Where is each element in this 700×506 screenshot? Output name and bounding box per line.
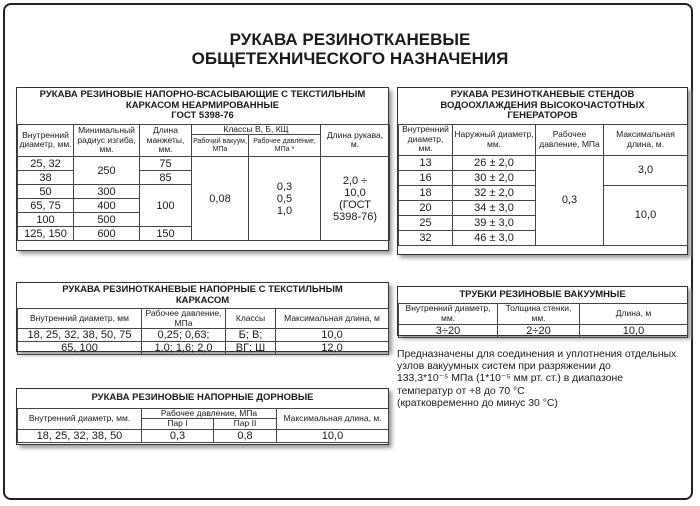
cell-length: 3,0 [604,155,688,185]
table-row [18,329,389,342]
page-title-line1: РУКАВА РЕЗИНОТКАНЕВЫЕ [229,30,471,49]
cell-outer: 26 ± 2,0 [453,155,536,170]
note-line: 133,3*10⁻⁵ МПа (1*10⁻⁵ мм рт. ст.) в диапазоне [397,373,624,385]
length-line: 5398-76) [332,210,378,223]
cell-inner: 18 [399,185,453,200]
cell-pair-2: 0,8 [214,429,277,442]
cell-inner: 20 [399,200,453,215]
page-title-line2: ОБЩЕТЕХНИЧЕСКОГО НАЗНАЧЕНИЯ [191,49,509,68]
vacuum-tubes-title-text: ТРУБКИ РЕЗИНОВЫЕ ВАКУУМНЫЕ [459,289,626,300]
cell-radius: 500 [74,213,140,227]
header-inner-diameter: Внутренний диаметр, мм. [18,408,142,429]
header-working-vacuum: Рабочий вакуум, МПа [192,135,249,157]
cell-radius: 400 [74,199,140,213]
cell-diameter: 3÷20 [399,324,498,337]
cell-cuff: 85 [140,171,192,185]
cell-classes: Б; В; [226,329,276,342]
pressure-value: 0,5 [276,192,293,205]
cooling-hoses-title [398,88,687,124]
cell-diameter: 50 [18,185,74,199]
cell-length: 10,0 [276,329,389,342]
cell-diameter: 100 [18,213,74,227]
cell-cuff: 100 [140,185,192,227]
pressure-value: 0,3 [276,180,293,193]
cell-outer: 32 ± 2,0 [453,185,536,200]
note-line: узлов вакуумных систем при разряжении до [397,361,611,373]
note-line: Предназначены для соединения и уплотнения отдельных [397,349,677,360]
note-line: температур от +8 до 70 °С [397,385,525,397]
table-row [18,157,390,171]
cell-hose-length [321,157,390,241]
suction-hoses-title [17,88,388,124]
length-line: 2,0 ÷ [342,174,368,187]
vacuum-tubes-panel [397,286,688,336]
cell-length: 12,0 [276,342,389,355]
page-title [0,30,700,68]
cell-pressure: 0,25; 0,63; [142,329,226,342]
cooling-hoses-panel [397,87,688,255]
header-hose-length: Длина рукава, м. [321,124,390,157]
cooling-hoses-title-line1: РУКАВА РЕЗИНОТКАНЕВЫЕ СТЕНДОВ [450,89,635,100]
cell-inner: 16 [399,170,453,185]
suction-hoses-title-line1: РУКАВА РЕЗИНОВЫЕ НАПОРНО-ВСАСЫВАЮЩИЕ С ТЕКСТИЛЬНЫМ [39,89,366,100]
header-working-pressure: Рабочее давление, МПа [536,124,604,155]
cell-wall: 2÷20 [498,324,580,337]
cooling-hoses-table [398,124,688,246]
header-length: Длина, м [580,303,688,324]
pressure-value: 1,0 [276,204,293,217]
cell-radius: 250 [74,157,140,185]
cell-vacuum: 0,08 [192,157,249,241]
length-line: 10,0 [344,186,366,199]
cell-cuff: 75 [140,157,192,171]
suction-hoses-table [17,124,390,242]
header-working-pressure: Рабочее давление, МПа [142,309,226,329]
table-row [399,155,688,170]
note-line: (кратковременно до минус 30 °С) [397,397,558,409]
cell-diameter: 25, 32 [18,157,74,171]
pressure-hoses-title-line1: РУКАВА РЕЗИНОТКАНЕВЫЕ НАПОРНЫЕ С ТЕКСТИЛЬНЫМ [62,284,343,295]
header-inner-diameter: Внутренний диаметр, мм. [399,303,498,324]
header-pair-2: Пар II [214,419,277,430]
cell-radius: 600 [74,227,140,241]
vacuum-tubes-note [397,349,689,410]
header-min-bend-radius: Минимальный радиус изгиба, мм. [74,124,140,157]
cell-outer: 30 ± 2,0 [453,170,536,185]
cooling-hoses-title-line2: ВОДООХЛАЖДЕНИЯ ВЫСОКОЧАСТОТНЫХ [440,99,645,111]
vacuum-tubes-title [398,287,687,303]
cell-diameter: 38 [18,171,74,185]
mandrel-hoses-title [17,389,388,408]
header-cuff-length: Длина манжеты, мм. [140,124,192,157]
header-max-length: Максимальная длина, м. [604,124,688,155]
suction-hoses-title-line2: КАРКАСОМ НЕАРМИРОВАННЫЕ [125,99,280,111]
mandrel-hoses-panel [16,388,389,445]
table-row [399,324,688,337]
cell-inner: 25 [399,215,453,230]
pressure-hoses-panel [16,282,389,352]
cell-diameter: 65, 100 [18,342,142,355]
cell-length: 10,0 [580,324,688,337]
cell-outer: 34 ± 3,0 [453,200,536,215]
table-row [18,342,389,355]
cell-diameter: 125, 150 [18,227,74,241]
cell-pressure: 1,0; 1,6; 2,0 [142,342,226,355]
header-working-pressure: Рабочее давление, МПа [142,408,277,419]
cell-length: 10,0 [277,429,389,442]
table-row [18,429,389,442]
pressure-hoses-title-line2: КАРКАСОМ [175,294,230,306]
header-inner-diameter: Внутренний диаметр, мм. [18,124,74,157]
header-pair-1: Пар I [142,419,214,430]
length-line: (ГОСТ [339,198,371,211]
cooling-hoses-title-line3: ГЕНЕРАТОРОВ [507,110,578,121]
cell-length: 10,0 [604,185,688,245]
pressure-hoses-table [17,308,389,355]
cell-outer: 39 ± 3,0 [453,215,536,230]
suction-hoses-title-line3: ГОСТ 5398-76 [171,110,234,121]
pressure-hoses-title [17,283,388,308]
suction-hoses-panel [16,87,389,251]
header-outer-diameter: Наружный диаметр, мм. [453,124,536,155]
cell-classes: ВГ; Ш [226,342,276,355]
cell-diameter: 18, 25, 32, 38, 50, 75 [18,329,142,342]
header-classes: Классы В, Б, КЩ [192,124,321,135]
cell-inner: 32 [399,230,453,245]
header-inner-diameter: Внутренний диаметр, мм. [399,124,453,155]
header-max-length: Максимальная длина, м [276,309,389,329]
cell-diameter: 18, 25, 32, 38, 50 [18,429,142,442]
cell-cuff: 150 [140,227,192,241]
cell-outer: 46 ± 3,0 [453,230,536,245]
vacuum-tubes-table [398,303,688,338]
mandrel-hoses-table [17,408,389,443]
cell-pressure: 0,3 [536,155,604,245]
header-working-pressure: Рабочее давление, МПа * [249,135,321,157]
header-max-length: Максимальная длина, м. [277,408,389,429]
mandrel-hoses-title-text: РУКАВА РЕЗИНОВЫЕ НАПОРНЫЕ ДОРНОВЫЕ [91,392,314,403]
cell-pressure [249,157,321,241]
cell-inner: 13 [399,155,453,170]
cell-diameter: 65, 75 [18,199,74,213]
header-classes: Классы [226,309,276,329]
header-wall-thickness: Толщина стенки, мм. [498,303,580,324]
cell-pair-1: 0,3 [142,429,214,442]
header-inner-diameter: Внутренний диаметр, мм [18,309,142,329]
cell-radius: 300 [74,185,140,199]
